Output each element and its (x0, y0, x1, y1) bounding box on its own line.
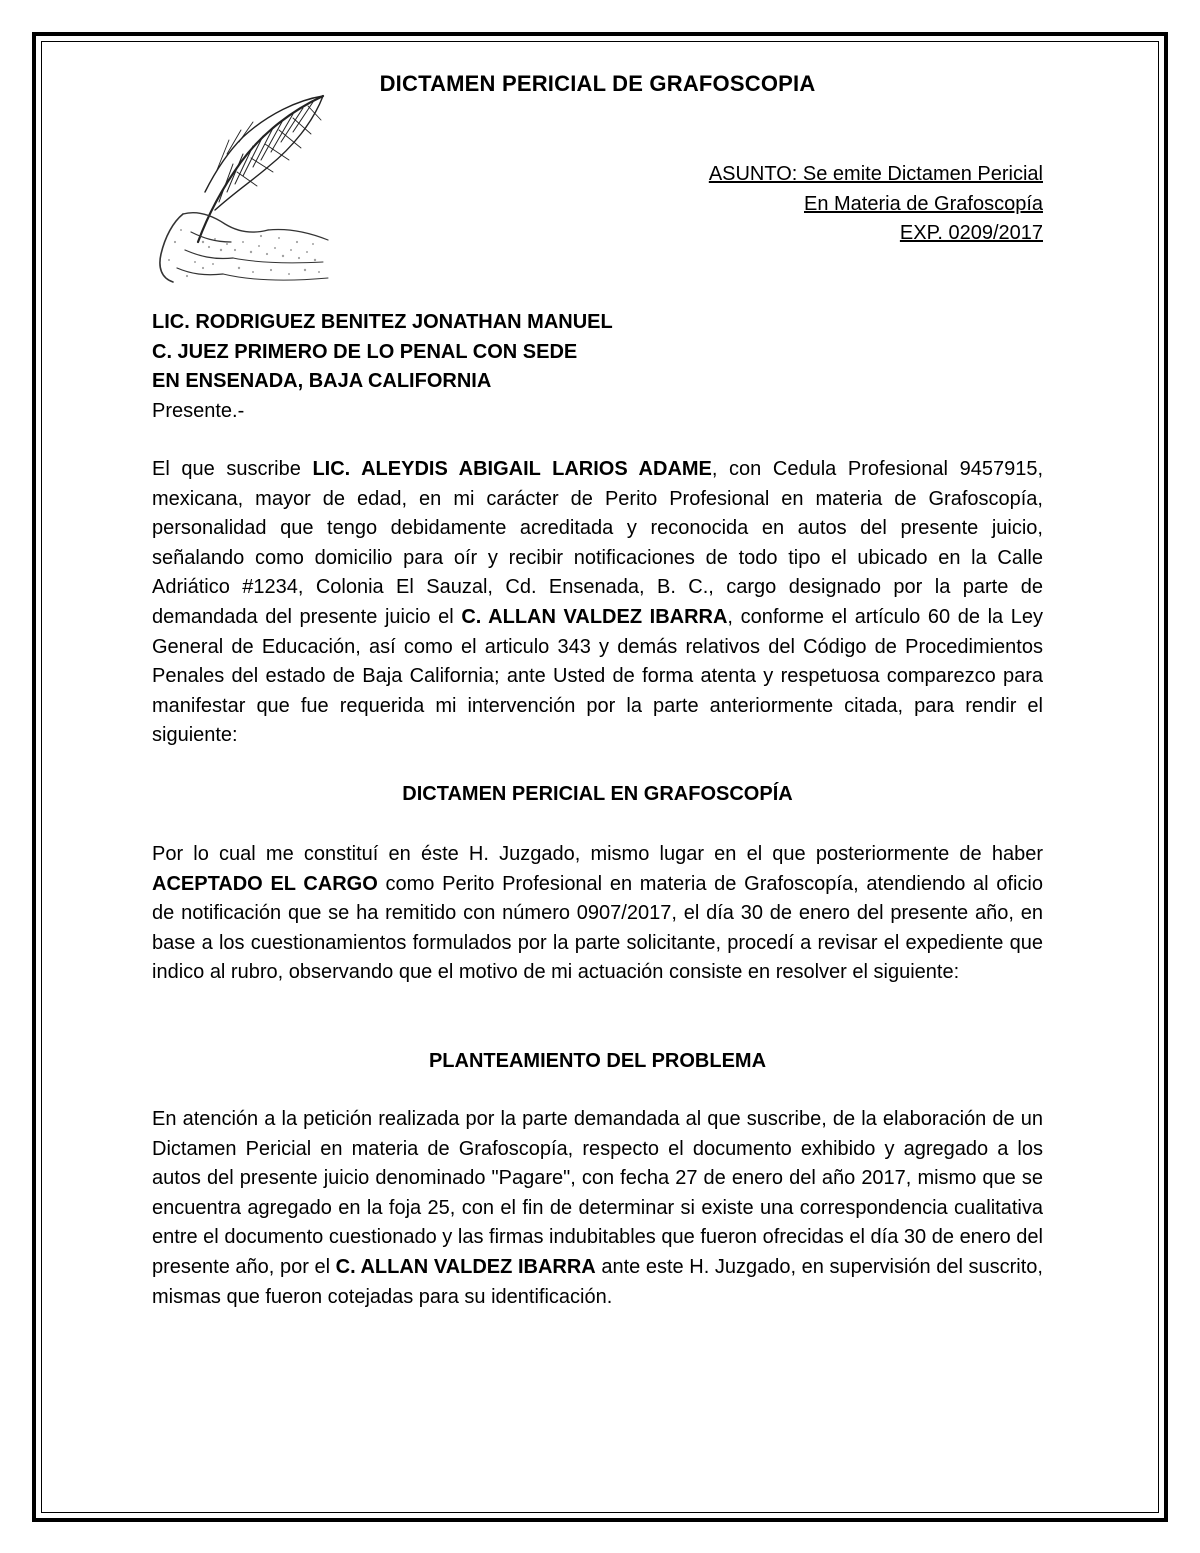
addressee-block (152, 308, 1043, 426)
addressee-role-line-2: EN ENSENADA, BAJA CALIFORNIA (152, 370, 492, 393)
accepted-charge: ACEPTADO EL CARGO (152, 872, 378, 895)
case-number: EXP. 0209/2017 (899, 222, 1043, 244)
quill-hand-illustration (143, 92, 335, 288)
subject-line-1: ASUNTO: Se emite Dictamen Pericial (708, 163, 1043, 185)
paragraph-intro-text-3: , conforme el artículo 60 de la Ley General de Educación, así como el articulo 343 y demás relativos del Código de Procedimientos Penales del estado de Baja California; ante Usted de forma atenta y respetuosa comparezco para manifestar que fue requerida mi intervención por la parte anteriormente citada, para rendir el siguiente: (152, 605, 1044, 747)
writing-hand (160, 213, 328, 282)
paragraph-intro-text-1: El que suscribe (152, 458, 313, 480)
subject-line-2: En Materia de Grafoscopía (803, 192, 1043, 215)
paragraph-problem (152, 1105, 1043, 1312)
paragraph-intro (152, 455, 1043, 751)
paragraph-appointment-text-2: como Perito Profesional en materia de Grafoscopía, atendiendo al oficio de notificación que se ha remitido con número 0907/2017, el día 30 de enero del presente año, en base a los cuestionamientos formulados por la parte solicitante, procedí a revisar el expediente que indico al rubro, observando que el motivo de mi actuación consiste en resolver el siguiente: (152, 872, 1043, 984)
paragraph-appointment (152, 840, 1043, 988)
paragraph-problem-text-2: ante este H. Juzgado, en supervisión del suscrito, mismas que fueron cotejadas para su identificación. (152, 1255, 1043, 1308)
section-heading-dictamen: DICTAMEN PERICIAL EN GRAFOSCOPÍA (402, 783, 793, 805)
paragraph-appointment-text-1: Por lo cual me constituí en éste H. Juzgado, mismo lugar en el que posteriormente de haber (152, 843, 1043, 865)
expert-name: LIC. ALEYDIS ABIGAIL LARIOS ADAME (312, 458, 712, 480)
hand-shading (168, 229, 320, 277)
quill-feather (198, 96, 323, 242)
defendant-name: C. ALLAN VALDEZ IBARRA (461, 605, 728, 628)
paragraph-problem-text-1: En atención a la petición realizada por la parte demandada al que suscribe, de la elaboración de un Dictamen Pericial en materia de Grafoscopía, respecto el documento exhibido y agregado a los autos del presente juicio denominado "Pagare", con fecha 27 de enero del año 2017, mismo que se encuentra agregado en la foja 25, con el fin de determinar si existe una correspondencia cualitativa entre el documento cuestionado y las firmas indubitables que fueron ofrecidas el día 30 de enero del presente año, por el (152, 1108, 1043, 1278)
document-title: DICTAMEN PERICIAL DE GRAFOSCOPIA (379, 71, 816, 96)
paragraph-intro-text-2: , con Cedula Profesional 9457915, mexicana, mayor de edad, en mi carácter de Perito Profesional en materia de Grafoscopía, personalidad que tengo debidamente acreditada y reconocida en autos del presente juicio, señalando como domicilio para oír y recibir notificaciones de todo tipo el ubicado en la Calle Adriático #1234, Colonia El Sauzal, Cd. Ensenada, B. C., cargo designado por la parte de demandada del presente juicio el (152, 458, 1043, 628)
addressee-role-line-1: C. JUEZ PRIMERO DE LO PENAL CON SEDE (152, 340, 578, 363)
section-heading-problem: PLANTEAMIENTO DEL PROBLEMA (428, 1050, 767, 1072)
greeting: Presente.- (152, 399, 245, 422)
defendant-name-2: C. ALLAN VALDEZ IBARRA (335, 1255, 596, 1278)
addressee-name: LIC. RODRIGUEZ BENITEZ JONATHAN MANUEL (152, 311, 613, 333)
subject-block (709, 160, 1043, 249)
